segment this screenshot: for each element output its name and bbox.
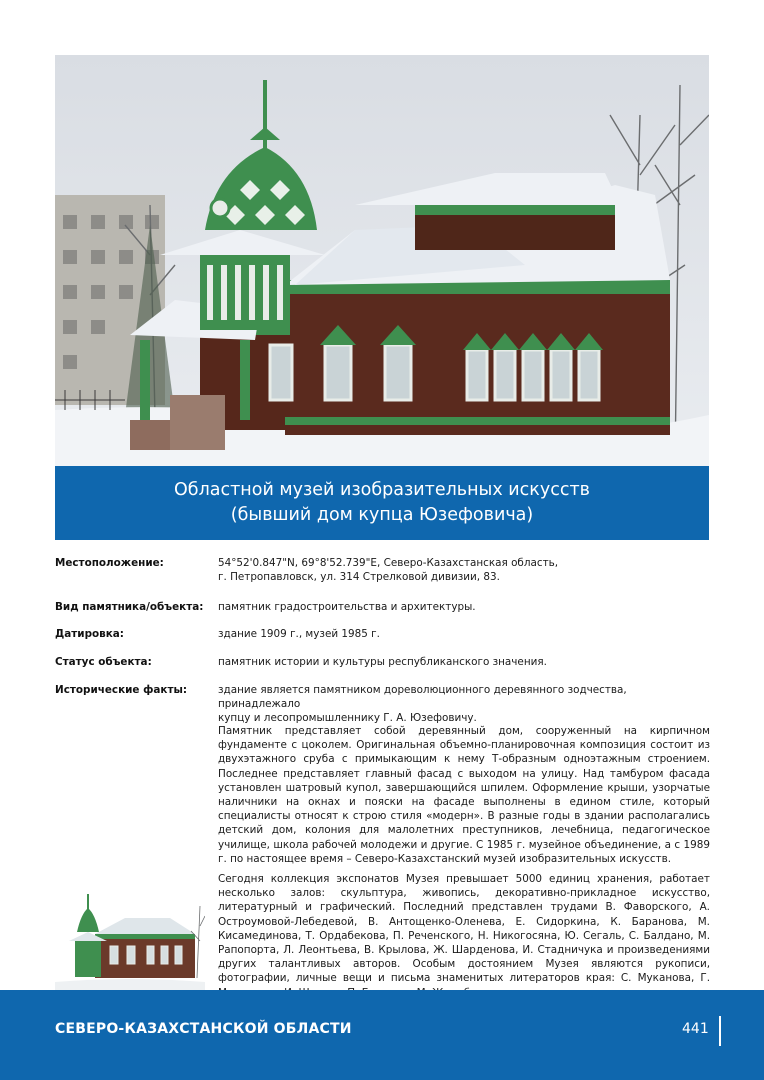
field-value-line: купцу и лесопромышленнику Г. А. Юзефовичу. [218, 712, 477, 725]
museum-photo [55, 55, 709, 466]
title-line-1: Областной музей изобразительных искусств [174, 480, 590, 500]
paragraph-description: Памятник представляет собой деревянный дом, сооруженный на кирпичном фундаменте с цоколем. Оригинальная объемно-планировочная композиция состоит из двухэтажного сруба с примыкающим к нему Т-образным одноэтажным строением. Последнее представляет главный фасад с выходом на улицу. Над тамбуром фасада установлен шатровый купол, завершающийся шпилем. Оформление крыши, узорчатые наличники на окнах и пояски на фасаде выполнены в едином стиле, который специалисты относят к строю стиля «модерн». В разные годы в здании располагались детский дом, колония для малолетних преступников, лечебница, педагогическое училище, школа рабочей молодежи и другие. С 1985 г. музейное объединение, а с 1989 г. по настоящее время – Северо-Казахстанский музей изобразительных искусств. [218, 725, 710, 865]
title-line-2: (бывший дом купца Юзефовича) [230, 505, 534, 525]
field-label: Местоположение: [55, 557, 164, 569]
field-value-line: памятник истории и культуры республиканского значения. [218, 656, 547, 668]
field-value-line: здание 1909 г., музей 1985 г. [218, 628, 380, 640]
page-footer [0, 990, 764, 1080]
field-value-line: 54°52'0.847"N, 69°8'52.739"E, Северо-Казахстанская область, [218, 557, 559, 569]
field-value-line: памятник градостроительства и архитектуры. [218, 601, 476, 613]
field-value [218, 556, 710, 584]
field-label: Вид памятника/объекта: [55, 601, 204, 613]
footer-region-title: СЕВЕРО-КАЗАХСТАНСКОЙ ОБЛАСТИ [55, 1021, 352, 1037]
field-value [218, 627, 710, 641]
field-value-line: здание является памятником дореволюционного деревянного зодчества, принадлежало [218, 684, 627, 711]
title-banner [55, 466, 709, 540]
field-value-line: г. Петропавловск, ул. 314 Стрелковой дивизии, 83. [218, 571, 500, 584]
paragraph-collection: Сегодня коллекция экспонатов Музея превышает 5000 единиц хранения, работает несколько залов: скульптура, живопись, декоративно-прикладное искусство, литературный и графический. Последний представлен трудами В. Фаворского, А. Остроумовой-Лебедевой, В. Антощенко-Оленева, Е. Сидоркина, К. Баранова, М. Кисамединова, Т. Ордабекова, П. Реченского, Н. Никогосяна, Ю. Сегаль, С. Балдано, М. Рапопорта, Л. Леонтьева, В. Крылова, Ж. Шарденова, И. Стадничука и произведениями других талантливых авторов. Особым достоянием Музея являются рукописи, фотографии, личные вещи и письма знаменитых литераторов края: С. Муканова, Г. [218, 873, 710, 985]
page-number: 441 [682, 1021, 709, 1037]
field-label: Статус объекта: [55, 656, 152, 668]
field-value [218, 655, 710, 669]
page-number-divider [719, 1016, 721, 1046]
field-value [218, 600, 710, 614]
field-value [218, 683, 710, 726]
building-sketch-image [55, 886, 205, 990]
field-label: Датировка: [55, 628, 124, 640]
field-label: Исторические факты: [55, 684, 188, 696]
